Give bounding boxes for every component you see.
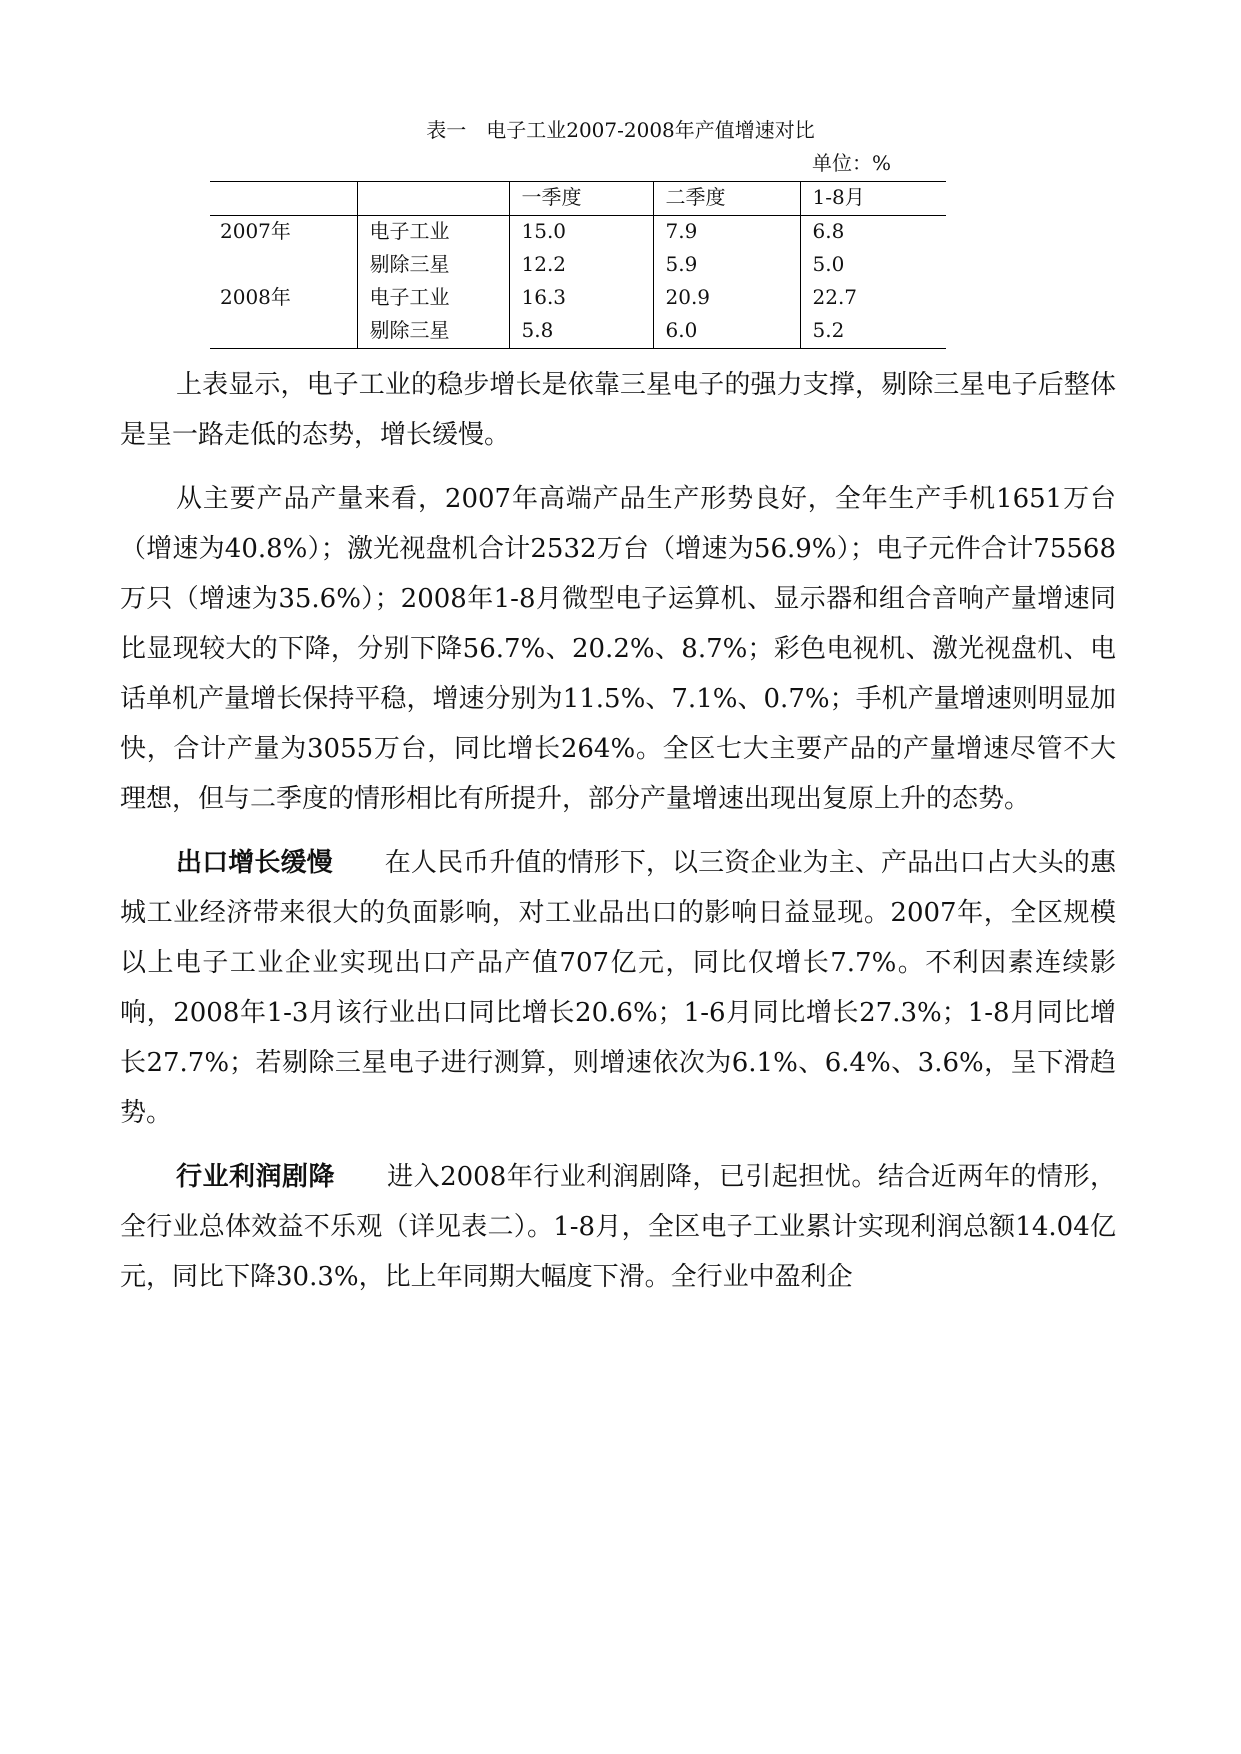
paragraph — [120, 1152, 1116, 1302]
table-cell-value: 5.0 — [800, 249, 946, 282]
table-header-cell — [357, 182, 509, 216]
paragraph-lead: 行业利润剧降 — [176, 1162, 336, 1192]
table-row — [210, 315, 946, 349]
table-header-cell — [210, 182, 357, 216]
table-cell-value: 22.7 — [800, 282, 946, 315]
table-header-row — [210, 182, 946, 216]
table-header-cell: 二季度 — [653, 182, 800, 216]
table-header-cell: 一季度 — [509, 182, 653, 216]
table-row — [210, 249, 946, 282]
paragraph-text: 上表显示，电子工业的稳步增长是依靠三星电子的强力支撑，剔除三星电子后整体是呈一路走低的态势，增长缓慢。 — [120, 370, 1116, 450]
table-cell-category: 剔除三星 — [357, 315, 509, 349]
table-cell-value: 16.3 — [509, 282, 653, 315]
table-cell-value: 5.9 — [653, 249, 800, 282]
table-cell-year — [210, 315, 357, 349]
table-cell-year — [210, 249, 357, 282]
paragraph-text: 进入2008年行业利润剧降，已引起担忧。结合近两年的情形，全行业总体效益不乐观（详见表二）。1-8月，全区电子工业累计实现利润总额14.04亿元，同比下降30.3%，比上年同期大幅度下滑。全行业中盈利企 — [120, 1162, 1116, 1292]
table-cell-value: 5.2 — [800, 315, 946, 349]
paragraph-text: 在人民币升值的情形下，以三资企业为主、产品出口占大头的惠城工业经济带来很大的负面影响，对工业品出口的影响日益显现。2007年，全区规模以上电子工业企业实现出口产品产值707亿元，同比仅增长7.7%。不利因素连续影响，2008年1-3月该行业出口同比增长20.6%；1-6月同比增长27.3%；1-8月同比增长27.7%；若剔除三星电子进行测算，则增速依次为6.1%、6.4%、3.6%，呈下滑趋势。 — [120, 848, 1116, 1128]
table-cell-value: 20.9 — [653, 282, 800, 315]
data-table — [210, 181, 946, 349]
table-cell-value: 15.0 — [509, 216, 653, 250]
table-cell-category: 电子工业 — [357, 216, 509, 250]
paragraph-lead: 出口增长缓慢 — [176, 848, 333, 878]
table-cell-value: 5.8 — [509, 315, 653, 349]
table-unit: 单位：% — [812, 151, 892, 175]
table-cell-year: 2007年 — [220, 219, 291, 243]
table-row — [210, 216, 946, 250]
paragraph-text: 从主要产品产量来看，2007年高端产品生产形势良好，全年生产手机1651万台（增速为40.8%）；激光视盘机合计2532万台（增速为56.9%）；电子元件合计75568万只（增速为35.6%）；2008年1-8月微型电子运算机、显示器和组合音响产量增速同比显现较大的下降，分别下降56.7%、20.2%、8.7%；彩色电视机、激光视盘机、电话单机产量增长保持平稳，增速分别为11.5%、7.1%、0.7%；手机产量增速则明显加快，合计产量为3055万台，同比增长264%。全区七大主要产品的产量增速尽管不大理想，但与二季度的情形相比有所提升，部分产量增速出现出复原上升的态势。 — [120, 484, 1116, 814]
table-cell-value: 12.2 — [509, 249, 653, 282]
table-cell-value: 6.8 — [800, 216, 946, 250]
table-row — [210, 282, 946, 315]
body-text — [120, 360, 1116, 1316]
paragraph — [120, 838, 1116, 1138]
table-cell-category: 剔除三星 — [357, 249, 509, 282]
paragraph — [120, 474, 1116, 824]
table-cell-year: 2008年 — [220, 285, 291, 309]
table-cell-value: 6.0 — [653, 315, 800, 349]
table-caption: 表一 电子工业2007-2008年产值增速对比 — [426, 118, 815, 142]
table-header-cell: 1-8月 — [800, 182, 946, 216]
table-cell-value: 7.9 — [653, 216, 800, 250]
paragraph — [120, 360, 1116, 460]
table-cell-category: 电子工业 — [357, 282, 509, 315]
